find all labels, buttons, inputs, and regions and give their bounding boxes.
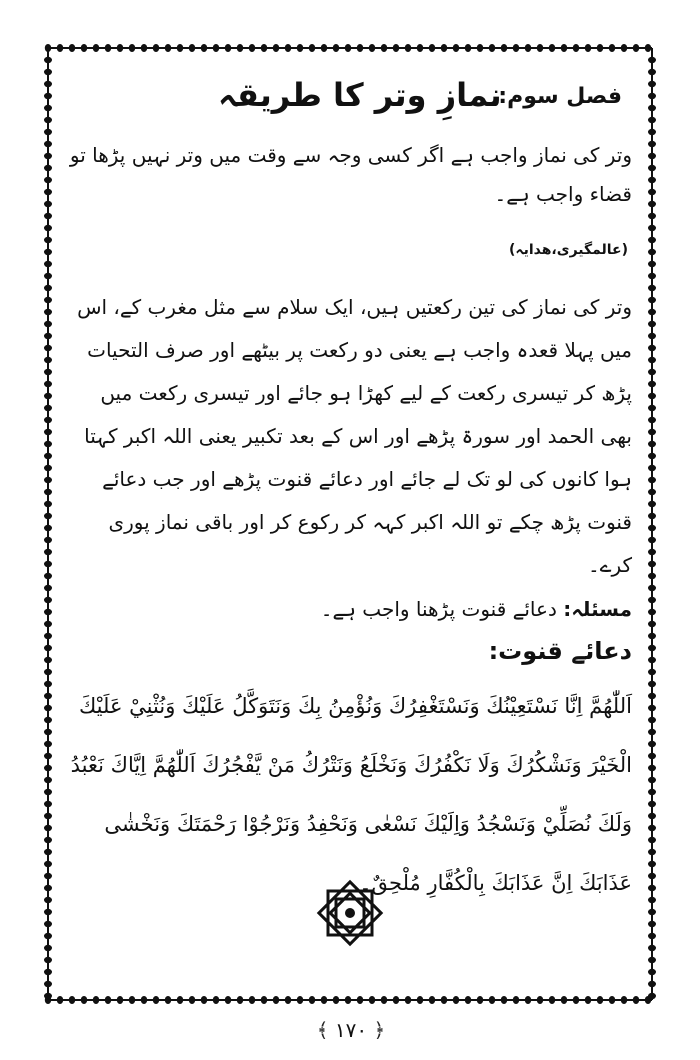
border-bead [573, 996, 579, 1004]
border-bead [453, 996, 459, 1004]
border-bead [105, 996, 111, 1004]
border-bead [648, 381, 656, 387]
border-bead [648, 201, 656, 207]
border-bead [44, 945, 52, 951]
border-bead [648, 909, 656, 915]
border-bead [44, 609, 52, 615]
border-bead [648, 225, 656, 231]
border-bead [44, 513, 52, 519]
border-bead [381, 44, 387, 52]
border-bead [648, 609, 656, 615]
masala-line [68, 589, 632, 629]
border-bead [273, 44, 279, 52]
octagram-ornament-icon [312, 875, 388, 955]
border-bead [477, 44, 483, 52]
border-bead [44, 381, 52, 387]
border-bead [201, 996, 207, 1004]
border-bead [648, 885, 656, 891]
border-bead [44, 981, 52, 987]
border-bead [117, 44, 123, 52]
border-bead [648, 333, 656, 339]
border-bead [44, 789, 52, 795]
border-bead [648, 525, 656, 531]
border-bead [648, 105, 656, 111]
border-bead [44, 933, 52, 939]
border-bead [648, 957, 656, 963]
border-bead [285, 996, 291, 1004]
border-bead [153, 44, 159, 52]
border-bead [44, 249, 52, 255]
border-bead [44, 897, 52, 903]
border-bead [648, 921, 656, 927]
border-bead [189, 996, 195, 1004]
border-bead [648, 429, 656, 435]
border-bead [648, 249, 656, 255]
border-bead [621, 996, 627, 1004]
border-bead [357, 44, 363, 52]
border-bead [44, 753, 52, 759]
page-number-value: ۱۷۰ [334, 1018, 368, 1042]
border-bead [648, 777, 656, 783]
border-bead [648, 117, 656, 123]
border-bead [357, 996, 363, 1004]
masala-label: مسئلہ: [563, 597, 632, 621]
page-number-bracket-right: ﴿ [373, 1018, 386, 1042]
border-bead [44, 489, 52, 495]
border-bead [93, 44, 99, 52]
border-bead [648, 465, 656, 471]
border-bead [44, 453, 52, 459]
page-content [68, 70, 632, 934]
border-bead [44, 621, 52, 627]
border-bead [261, 44, 267, 52]
border-bead [44, 189, 52, 195]
border-bead [648, 489, 656, 495]
border-bead [648, 405, 656, 411]
border-bead [44, 993, 52, 999]
masala-text: دعائے قنوت پڑھنا واجب ہے۔ [320, 597, 557, 621]
border-bead [381, 996, 387, 1004]
border-bead [249, 44, 255, 52]
border-bead [44, 309, 52, 315]
border-bead [648, 393, 656, 399]
border-bead [44, 105, 52, 111]
border-bead [44, 429, 52, 435]
border-bead [44, 501, 52, 507]
border-bead [648, 969, 656, 975]
border-bead [417, 996, 423, 1004]
border-bead [405, 996, 411, 1004]
border-bead [44, 585, 52, 591]
border-bead [648, 933, 656, 939]
border-bead [648, 837, 656, 843]
border-bead [44, 333, 52, 339]
border-bead [501, 996, 507, 1004]
heading-row [68, 70, 632, 130]
border-bead [621, 44, 627, 52]
border-bead [44, 969, 52, 975]
border-bead [648, 753, 656, 759]
border-bead [44, 81, 52, 87]
border-bead [648, 453, 656, 459]
border-bead [441, 996, 447, 1004]
border-bead [44, 813, 52, 819]
border-bead [648, 261, 656, 267]
border-bead [44, 633, 52, 639]
border-bead [489, 996, 495, 1004]
border-bead [648, 441, 656, 447]
border-bead [44, 465, 52, 471]
border-bead [44, 705, 52, 711]
border-bead [648, 849, 656, 855]
border-bead [648, 633, 656, 639]
page-number-bracket-left: ﴾ [316, 1018, 329, 1042]
border-bead [309, 44, 315, 52]
border-bead [648, 273, 656, 279]
border-bead [648, 69, 656, 75]
border-bead [648, 321, 656, 327]
border-bead [573, 44, 579, 52]
border-bead [249, 996, 255, 1004]
border-bead [648, 993, 656, 999]
border-bead [44, 765, 52, 771]
border-bead [393, 44, 399, 52]
border-bead [648, 645, 656, 651]
border-bead [369, 996, 375, 1004]
border-bead [648, 585, 656, 591]
border-bead [393, 996, 399, 1004]
border-bead [225, 996, 231, 1004]
border-bead [648, 801, 656, 807]
border-bead [44, 957, 52, 963]
border-bead [225, 44, 231, 52]
border-bead [648, 717, 656, 723]
border-bead [648, 705, 656, 711]
intro-paragraph: وتر کی نماز واجب ہے اگر کسی وجہ سے وقت میں وتر نہیں پڑھا تو قضاء واجب ہے۔ [69, 143, 632, 206]
reference-citation: (عالمگیری،ھدایہ) [508, 242, 628, 258]
border-bead [201, 44, 207, 52]
border-bead [648, 513, 656, 519]
border-bead [189, 44, 195, 52]
border-bead [81, 996, 87, 1004]
border-bead [648, 681, 656, 687]
border-bead [648, 789, 656, 795]
border-bead [44, 141, 52, 147]
body-paragraph: وتر کی نماز کی تین رکعتیں ہیں، ایک سلام سے مثل مغرب کے، اس میں پہلا قعدہ واجب ہے یعنی دو رکعت پر بیٹھے اور صرف التحیات پڑھ کر تیسری رکعت کے لیے کھڑا ہو جائے اور تیسری رکعت میں بھی الحمد اور سورۃ پڑھے اور اس کے بعد تکبیر یعنی اللہ اکبر کہتا ہوا کانوں کی لو تک لے جائے اور دعائے قنوت پڑھے اور جب دعائے قنوت پڑھ چکے تو اللہ اکبر کہہ کر رکوع کر اور باقی نماز پوری کرے۔ [77, 295, 632, 577]
border-bead [44, 525, 52, 531]
border-bead [44, 285, 52, 291]
border-bead [165, 44, 171, 52]
border-bead [44, 321, 52, 327]
border-bead [44, 825, 52, 831]
border-bead [648, 729, 656, 735]
border-bead [333, 44, 339, 52]
border-bead [129, 44, 135, 52]
border-bead [237, 996, 243, 1004]
border-bead [465, 996, 471, 1004]
border-bead [177, 996, 183, 1004]
border-bead [645, 44, 651, 52]
border-bead [648, 345, 656, 351]
border-bead [597, 996, 603, 1004]
border-bead [501, 44, 507, 52]
border-bead [477, 996, 483, 1004]
border-bead [44, 117, 52, 123]
border-bead [57, 996, 63, 1004]
border-bead [648, 693, 656, 699]
border-bead [44, 849, 52, 855]
border-bead [609, 44, 615, 52]
border-bead [648, 177, 656, 183]
border-bead [648, 357, 656, 363]
border-bead [648, 189, 656, 195]
page-number [306, 1018, 396, 1042]
border-bead [44, 261, 52, 267]
border-bead [44, 405, 52, 411]
border-bead [648, 765, 656, 771]
border-bead [648, 369, 656, 375]
border-bead [549, 996, 555, 1004]
border-bead [213, 996, 219, 1004]
border-bead [648, 549, 656, 555]
border-bead [648, 573, 656, 579]
border-bead [648, 861, 656, 867]
border-bead [44, 477, 52, 483]
border-bead [417, 44, 423, 52]
border-bead [44, 597, 52, 603]
border-bead [648, 57, 656, 63]
section-label: فصل سوم: [498, 84, 622, 109]
border-bead [69, 996, 75, 1004]
border-bead [44, 861, 52, 867]
border-bead [648, 213, 656, 219]
border-bead [129, 996, 135, 1004]
page-title: نمازِ وتر کا طریقہ [218, 76, 502, 114]
border-bead [44, 741, 52, 747]
border-bead [648, 561, 656, 567]
border-bead [648, 669, 656, 675]
border-bead [44, 153, 52, 159]
border-bead [561, 44, 567, 52]
border-bead [213, 44, 219, 52]
border-bead [321, 996, 327, 1004]
border-bead [525, 996, 531, 1004]
border-bead [44, 393, 52, 399]
border-bead [57, 44, 63, 52]
border-bead [44, 369, 52, 375]
border-bead [44, 909, 52, 915]
border-bead [44, 873, 52, 879]
border-bead [44, 417, 52, 423]
border-bead [648, 297, 656, 303]
dua-heading: دعائے قنوت: [488, 637, 632, 665]
border-bead [93, 996, 99, 1004]
border-bead [44, 681, 52, 687]
border-bead [81, 44, 87, 52]
border-bead [297, 996, 303, 1004]
border-bead [44, 225, 52, 231]
border-bead [537, 44, 543, 52]
border-bead [44, 441, 52, 447]
border-bead [648, 237, 656, 243]
border-bead [44, 357, 52, 363]
border-bead [633, 996, 639, 1004]
border-bead [44, 777, 52, 783]
border-bead [561, 996, 567, 1004]
border-bead [648, 537, 656, 543]
border-bead [648, 741, 656, 747]
border-bead [44, 273, 52, 279]
border-bead [177, 44, 183, 52]
border-bead [285, 44, 291, 52]
border-bead [597, 44, 603, 52]
border-bead [648, 657, 656, 663]
border-bead [429, 44, 435, 52]
border-bead [429, 996, 435, 1004]
border-bead [165, 996, 171, 1004]
border-bead [405, 44, 411, 52]
border-bead [585, 996, 591, 1004]
border-bead [648, 81, 656, 87]
border-bead [44, 69, 52, 75]
border-bead [609, 996, 615, 1004]
border-bead [441, 44, 447, 52]
border-bead [648, 93, 656, 99]
border-bead [489, 44, 495, 52]
border-bead [141, 996, 147, 1004]
border-bead [44, 57, 52, 63]
border-bead [237, 44, 243, 52]
border-bead [648, 285, 656, 291]
border-bead [648, 153, 656, 159]
border-bead [585, 44, 591, 52]
border-bead [44, 669, 52, 675]
border-bead [105, 44, 111, 52]
border-bead [537, 996, 543, 1004]
border-bead [513, 996, 519, 1004]
border-bead [321, 44, 327, 52]
border-bead [44, 693, 52, 699]
border-bead [141, 44, 147, 52]
border-bead [648, 945, 656, 951]
border-bead [648, 981, 656, 987]
border-bead [44, 537, 52, 543]
border-bead [648, 501, 656, 507]
border-bead [44, 657, 52, 663]
border-bead [525, 44, 531, 52]
border-bead [465, 44, 471, 52]
border-bead [648, 621, 656, 627]
border-bead [44, 921, 52, 927]
border-bead [44, 549, 52, 555]
border-bead [345, 44, 351, 52]
border-bead [44, 837, 52, 843]
border-bead [648, 825, 656, 831]
border-bead [44, 885, 52, 891]
border-bead [648, 141, 656, 147]
border-bead [369, 44, 375, 52]
border-bead [261, 996, 267, 1004]
border-bead [44, 801, 52, 807]
border-bead [297, 44, 303, 52]
border-bead [648, 129, 656, 135]
border-bead [44, 645, 52, 651]
border-bead [44, 165, 52, 171]
border-bead [648, 597, 656, 603]
dua-text: اَللّٰهُمَّ اِنَّا نَسْتَعِيْنُكَ وَنَسْتَغْفِرُكَ وَنُؤْمِنُ بِكَ وَنَتَوَكَّلُ عَلَيْكَ وَنُثْنِيْ عَلَيْكَ الْخَيْرَ وَنَشْكُرُكَ وَلَا نَكْفُرُكَ وَنَخْلَعُ وَنَتْرُكُ مَنْ يَّفْجُرُكَ اَللّٰهُمَّ اِيَّاكَ نَعْبُدُ وَلَكَ نُصَلِّيْ وَنَسْجُدُ وَاِلَيْكَ نَسْعٰى وَنَحْفِدُ وَنَرْجُوْا رَحْمَتَكَ وَنَخْشٰى عَذَابَكَ اِنَّ عَذَابَكَ بِالْكُفَّارِ مُلْحِقٌ۔ [70, 694, 632, 895]
border-bead [44, 573, 52, 579]
border-bead [333, 996, 339, 1004]
border-bead [69, 44, 75, 52]
border-bead [648, 873, 656, 879]
border-bead [44, 93, 52, 99]
border-bead [44, 297, 52, 303]
border-bead [44, 177, 52, 183]
border-bead [44, 717, 52, 723]
border-bead [648, 813, 656, 819]
border-bead [549, 44, 555, 52]
border-bead [44, 213, 52, 219]
border-bead [648, 309, 656, 315]
border-bead [648, 165, 656, 171]
border-bead [648, 897, 656, 903]
border-bead [44, 729, 52, 735]
border-bead [345, 996, 351, 1004]
border-bead [45, 44, 51, 52]
border-bead [153, 996, 159, 1004]
border-bead [273, 996, 279, 1004]
border-bead [453, 44, 459, 52]
border-bead [648, 477, 656, 483]
border-bead [117, 996, 123, 1004]
border-bead [44, 201, 52, 207]
border-bead [648, 417, 656, 423]
border-bead [44, 237, 52, 243]
border-bead [44, 129, 52, 135]
border-bead [309, 996, 315, 1004]
border-bead [633, 44, 639, 52]
border-bead [44, 561, 52, 567]
border-bead [44, 345, 52, 351]
border-bead [513, 44, 519, 52]
